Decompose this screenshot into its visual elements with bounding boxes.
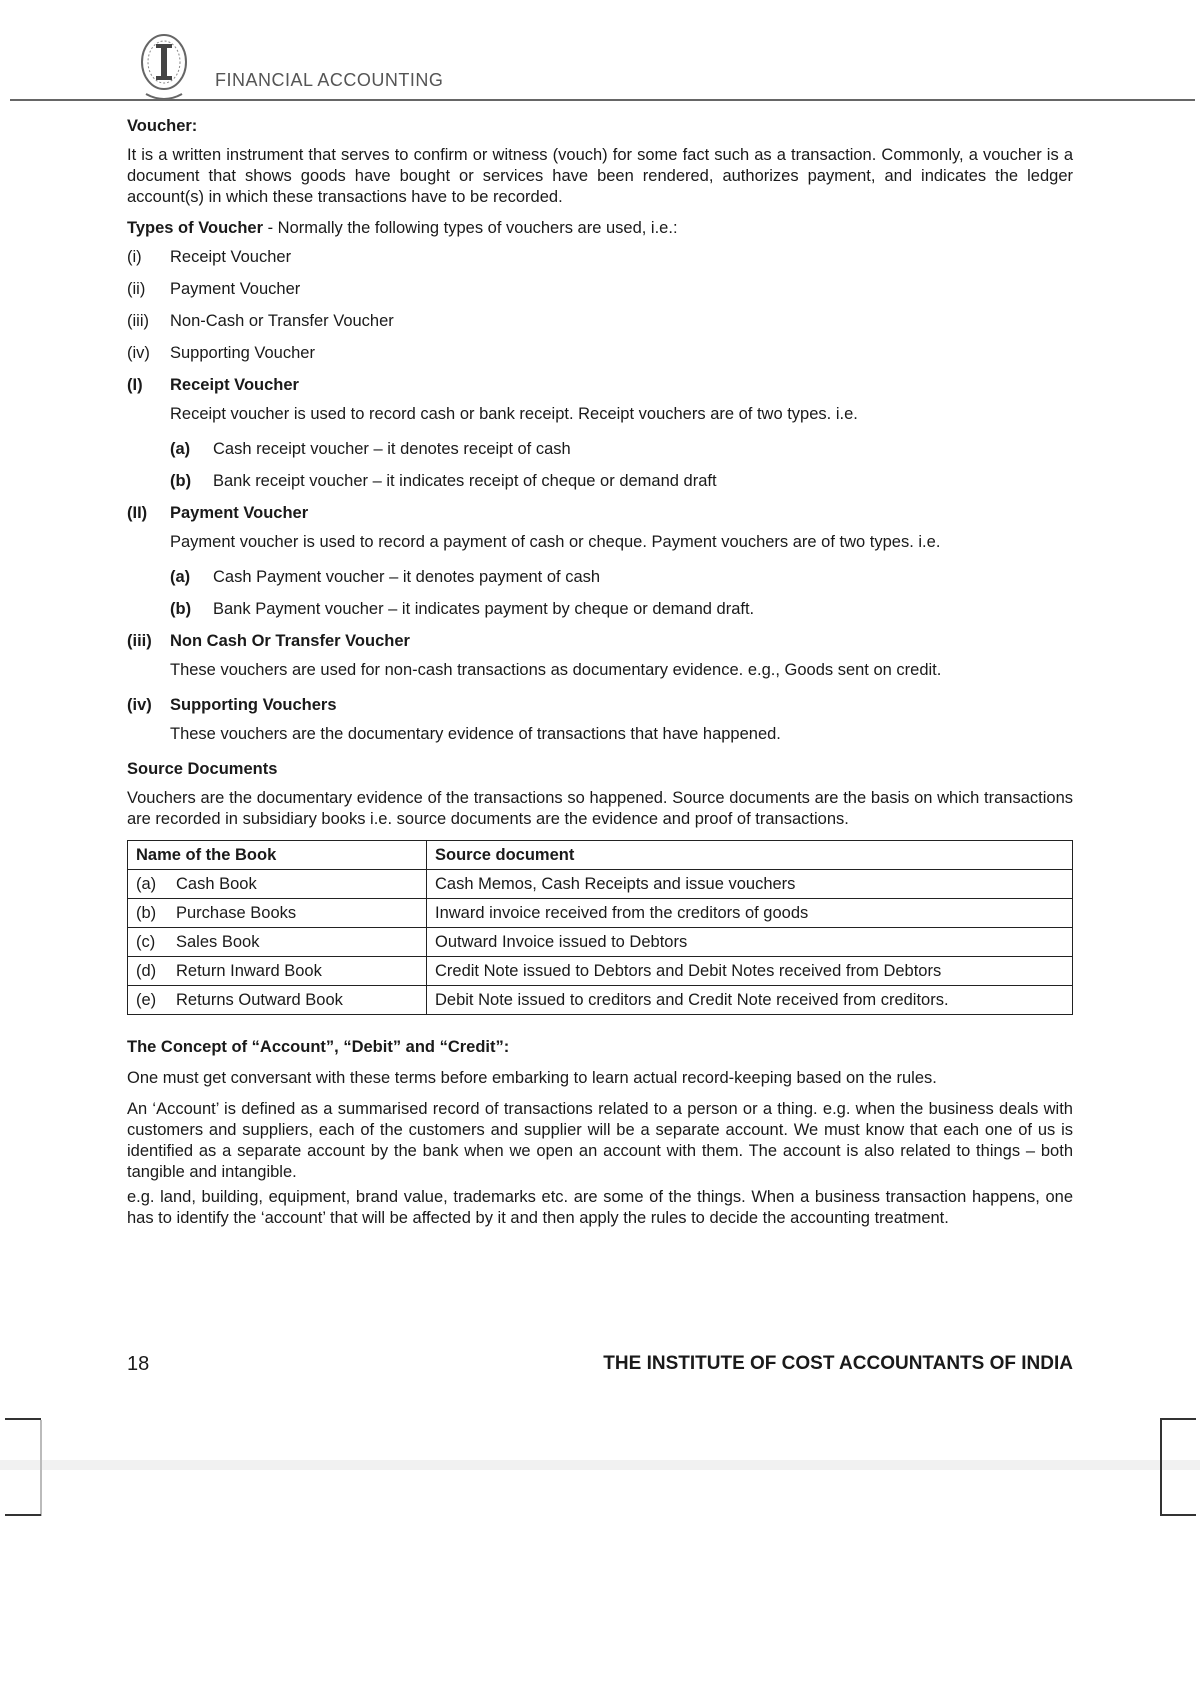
crop-mark [5, 1418, 41, 1420]
crop-mark [40, 1420, 42, 1516]
sub-item-letter: (a) [170, 440, 191, 458]
crop-mark [1160, 1420, 1162, 1516]
source-doc-cell: Cash Memos, Cash Receipts and issue vouchers [427, 870, 1073, 899]
list-item-label: Non-Cash or Transfer Voucher [170, 312, 394, 330]
book-cell [128, 928, 427, 957]
supporting-voucher-heading [127, 689, 1073, 721]
table-row [128, 957, 1073, 986]
receipt-voucher-description: Receipt voucher is used to record cash or bank receipt. Receipt vouchers are of two types. i.e. [170, 405, 858, 423]
list-item-number: (iii) [127, 312, 149, 330]
source-documents-table [127, 840, 1073, 1015]
column-header-book: Name of the Book [128, 841, 427, 870]
column-header-source: Source document [427, 841, 1073, 870]
book-cell [128, 870, 427, 899]
receipt-voucher-heading [127, 369, 1073, 401]
types-intro [127, 218, 1073, 239]
concept-paragraph-3: e.g. land, building, equipment, brand value, trademarks etc. are some of the things. When a business transaction happens, one has to identify the ‘account’ that will be affected by it and then apply the rules to decide the accounting treatment. [127, 1188, 1073, 1227]
crop-mark [1160, 1514, 1196, 1516]
list-item-label: Supporting Voucher [170, 344, 315, 362]
sub-item-letter: (a) [170, 568, 191, 586]
row-letter: (a) [136, 874, 157, 893]
sub-item-text: Bank receipt voucher – it indicates receipt of cheque or demand draft [213, 472, 717, 490]
list-item [127, 273, 1073, 305]
payment-voucher-heading [127, 497, 1073, 529]
types-heading: Types of Voucher [127, 219, 263, 237]
voucher-heading: Voucher: [127, 117, 198, 135]
section-number: (II) [127, 504, 148, 522]
row-letter: (e) [136, 990, 157, 1009]
receipt-sub-item-a [127, 433, 1073, 465]
list-item-number: (i) [127, 248, 142, 266]
row-letter: (d) [136, 961, 157, 980]
header-divider [10, 99, 1195, 101]
list-item-label: Payment Voucher [170, 280, 301, 298]
crop-mark [1160, 1418, 1196, 1420]
running-header-title: FINANCIAL ACCOUNTING [215, 70, 444, 90]
payment-sub-item-b [127, 593, 1073, 625]
book-cell [128, 957, 427, 986]
payment-voucher-description: Payment voucher is used to record a payment of cash or cheque. Payment vouchers are of two types. i.e. [170, 533, 941, 551]
concept-paragraph-1: One must get conversant with these terms before embarking to learn actual record-keeping based on the rules. [127, 1069, 937, 1087]
book-name: Returns Outward Book [176, 990, 343, 1009]
book-name: Purchase Books [176, 903, 297, 922]
payment-sub-item-a [127, 561, 1073, 593]
footer-institute-name: THE INSTITUTE OF COST ACCOUNTANTS OF INDIA [603, 1353, 1073, 1374]
list-item [127, 337, 1073, 369]
institute-emblem-icon [136, 30, 192, 110]
section-title: Non Cash Or Transfer Voucher [170, 632, 410, 650]
table-row [128, 986, 1073, 1015]
section-number: (iv) [127, 696, 152, 714]
row-letter: (b) [136, 903, 157, 922]
section-number: (iii) [127, 632, 152, 650]
section-number: (I) [127, 376, 143, 394]
book-name: Return Inward Book [176, 961, 322, 980]
page-number: 18 [127, 1353, 150, 1375]
list-item-number: (ii) [127, 280, 146, 298]
sub-item-letter: (b) [170, 600, 192, 618]
row-letter: (c) [136, 932, 156, 951]
source-documents-heading: Source Documents [127, 760, 278, 778]
noncash-voucher-heading [127, 625, 1073, 657]
book-cell [128, 899, 427, 928]
voucher-types-list [127, 241, 1073, 369]
sub-item-letter: (b) [170, 472, 192, 490]
sub-item-text: Bank Payment voucher – it indicates payment by cheque or demand draft. [213, 600, 755, 618]
receipt-sub-item-b [127, 465, 1073, 497]
table-row [128, 899, 1073, 928]
list-item-number: (iv) [127, 344, 150, 362]
page-content [127, 116, 1073, 1239]
crop-mark [5, 1514, 41, 1516]
source-documents-paragraph: Vouchers are the documentary evidence of the transactions so happened. Source documents are the basis on which transactions are recorded in subsidiary books i.e. source documents are the evidence and proof of transactions. [127, 789, 1073, 828]
types-intro-text: - Normally the following types of vouchers are used, i.e.: [263, 219, 678, 237]
table-row [128, 870, 1073, 899]
list-item-label: Receipt Voucher [170, 248, 292, 266]
sub-item-text: Cash receipt voucher – it denotes receipt of cash [213, 440, 571, 458]
source-doc-cell: Outward Invoice issued to Debtors [427, 928, 1073, 957]
list-item [127, 241, 1073, 273]
scan-band [0, 1460, 1200, 1470]
source-doc-cell: Credit Note issued to Debtors and Debit Notes received from Debtors [427, 957, 1073, 986]
source-doc-cell: Debit Note issued to creditors and Credit Note received from creditors. [427, 986, 1073, 1015]
section-title: Receipt Voucher [170, 376, 299, 394]
sub-item-text: Cash Payment voucher – it denotes payment of cash [213, 568, 601, 586]
book-cell [128, 986, 427, 1015]
section-title: Supporting Vouchers [170, 696, 337, 714]
noncash-voucher-description: These vouchers are used for non-cash transactions as documentary evidence. e.g., Goods sent on credit. [170, 661, 942, 679]
book-name: Cash Book [176, 874, 257, 893]
concept-heading: The Concept of “Account”, “Debit” and “Credit”: [127, 1038, 510, 1056]
supporting-voucher-description: These vouchers are the documentary evidence of transactions that have happened. [170, 725, 781, 743]
voucher-definition: It is a written instrument that serves to confirm or witness (vouch) for some fact such as a transaction. Commonly, a voucher is a document that shows goods have bought or services have been rendered, authorizes payment, and indicates the ledger account(s) in which these transactions have to be recorded. [127, 146, 1073, 206]
table-header-row [128, 841, 1073, 870]
concept-paragraph-2: An ‘Account’ is defined as a summarised record of transactions related to a person or a thing. e.g. when the business deals with customers and suppliers, each of the customers and supplier will be a separate account. We must know that each one of us is identified as a separate account by the bank when we open an account with them. The account is also related to things – both tangible and intangible. [127, 1100, 1073, 1181]
section-title: Payment Voucher [170, 504, 309, 522]
book-name: Sales Book [176, 932, 260, 951]
source-doc-cell: Inward invoice received from the creditors of goods [427, 899, 1073, 928]
list-item [127, 305, 1073, 337]
table-row [128, 928, 1073, 957]
